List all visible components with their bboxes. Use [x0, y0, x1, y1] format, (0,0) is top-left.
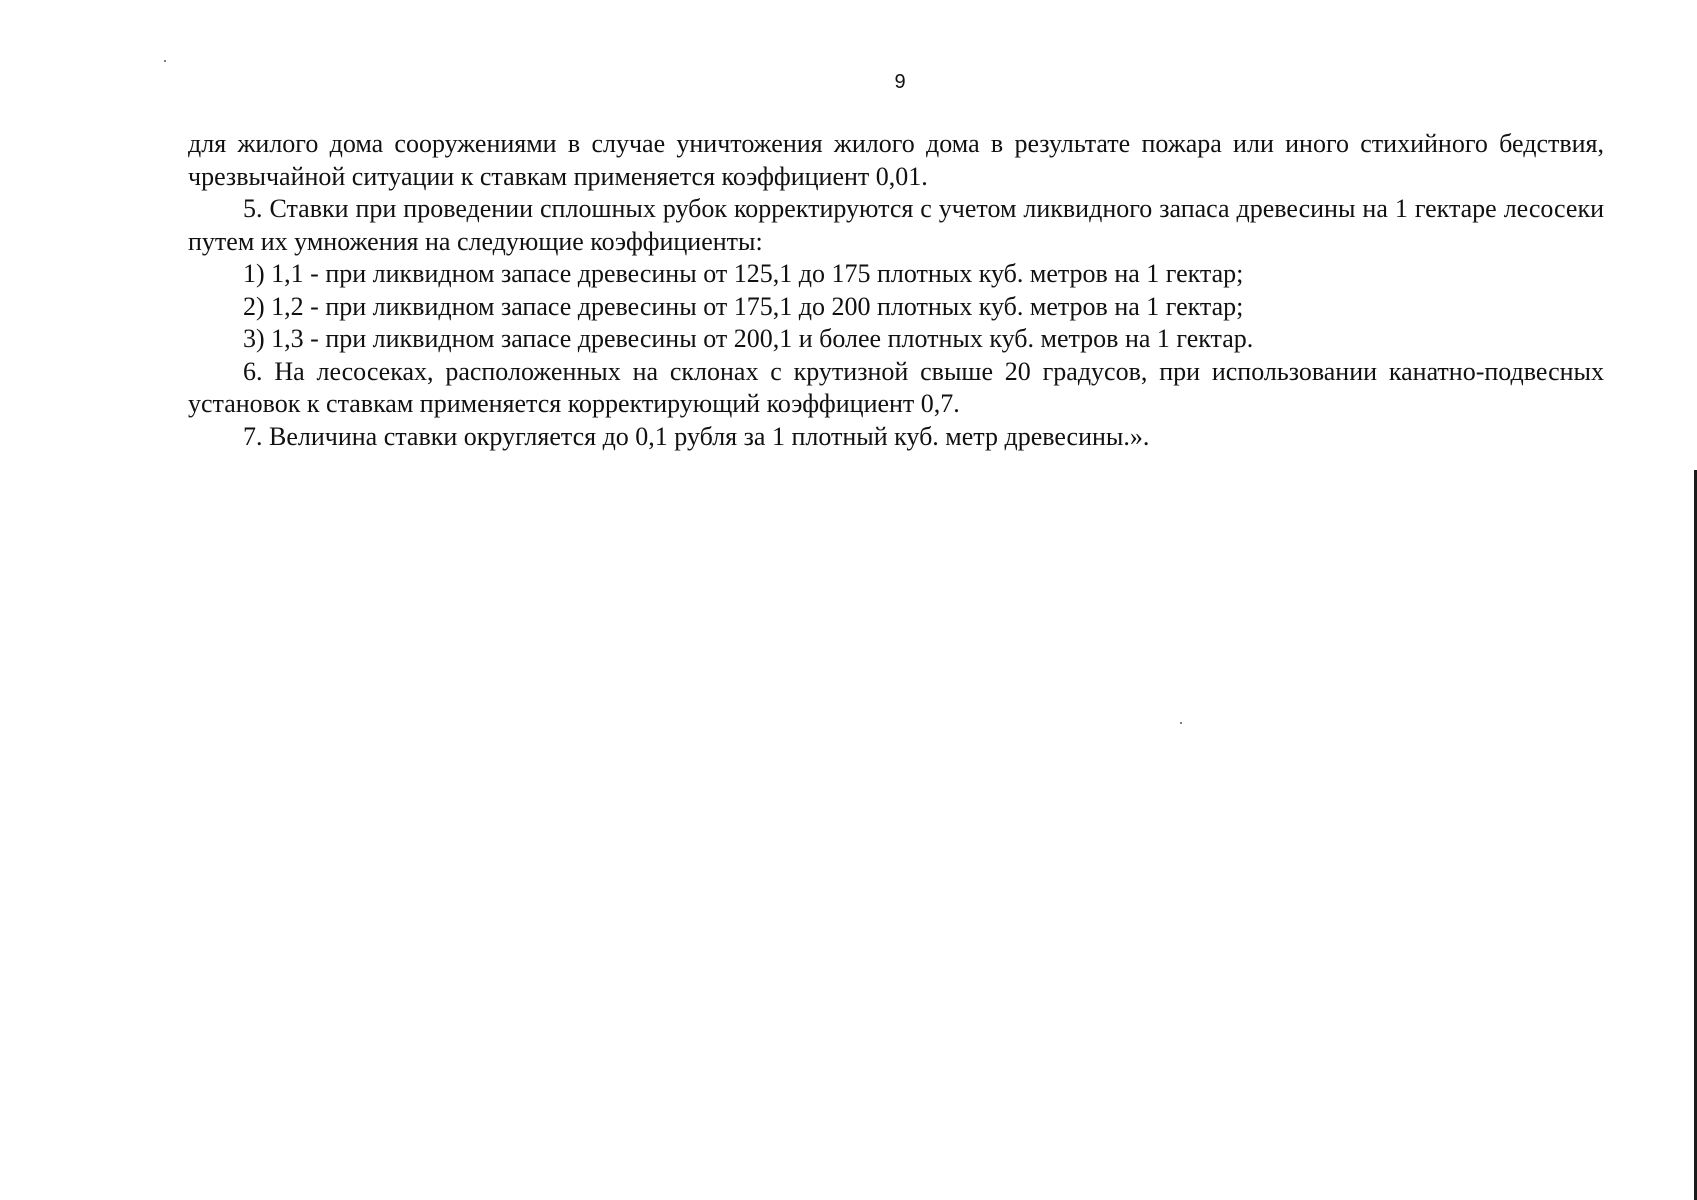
paragraph-item-6: 6. На лесосеках, расположенных на склонах с крутизной свыше 20 градусов, при использовании канатно-подвесных установок к ставкам применяется корректирующий коэффициент 0,7. [188, 356, 1604, 418]
scan-speck [164, 60, 166, 62]
paragraph-continuation: для жилого дома сооружениями в случае уничтожения жилого дома в результате пожара или иного стихийного бедствия, чрезвычайной ситуации к ставкам применяется коэффициент 0,01. [188, 129, 1604, 191]
paragraph-item-7: 7. Величина ставки округляется до 0,1 рубля за 1 плотный куб. метр древесины.». [243, 421, 1150, 451]
list-item-3: 3) 1,3 - при ликвидном запасе древесины от 200,1 и более плотных куб. метров на 1 гектар. [243, 324, 1254, 353]
page-number: 9 [894, 71, 906, 93]
document-body [188, 128, 1604, 453]
scan-speck [1180, 722, 1182, 724]
list-item-2: 2) 1,2 - при ликвидном запасе древесины от 175,1 до 200 плотных куб. метров на 1 гектар; [243, 291, 1244, 321]
paragraph-item-5: 5. Ставки при проведении сплошных рубок корректируются с учетом ликвидного запаса древесины на 1 гектаре лесосеки путем их умножения на следующие коэффициенты: [188, 194, 1604, 256]
list-item-1: 1) 1,1 - при ликвидном запасе древесины от 125,1 до 175 плотных куб. метров на 1 гектар; [243, 259, 1244, 288]
